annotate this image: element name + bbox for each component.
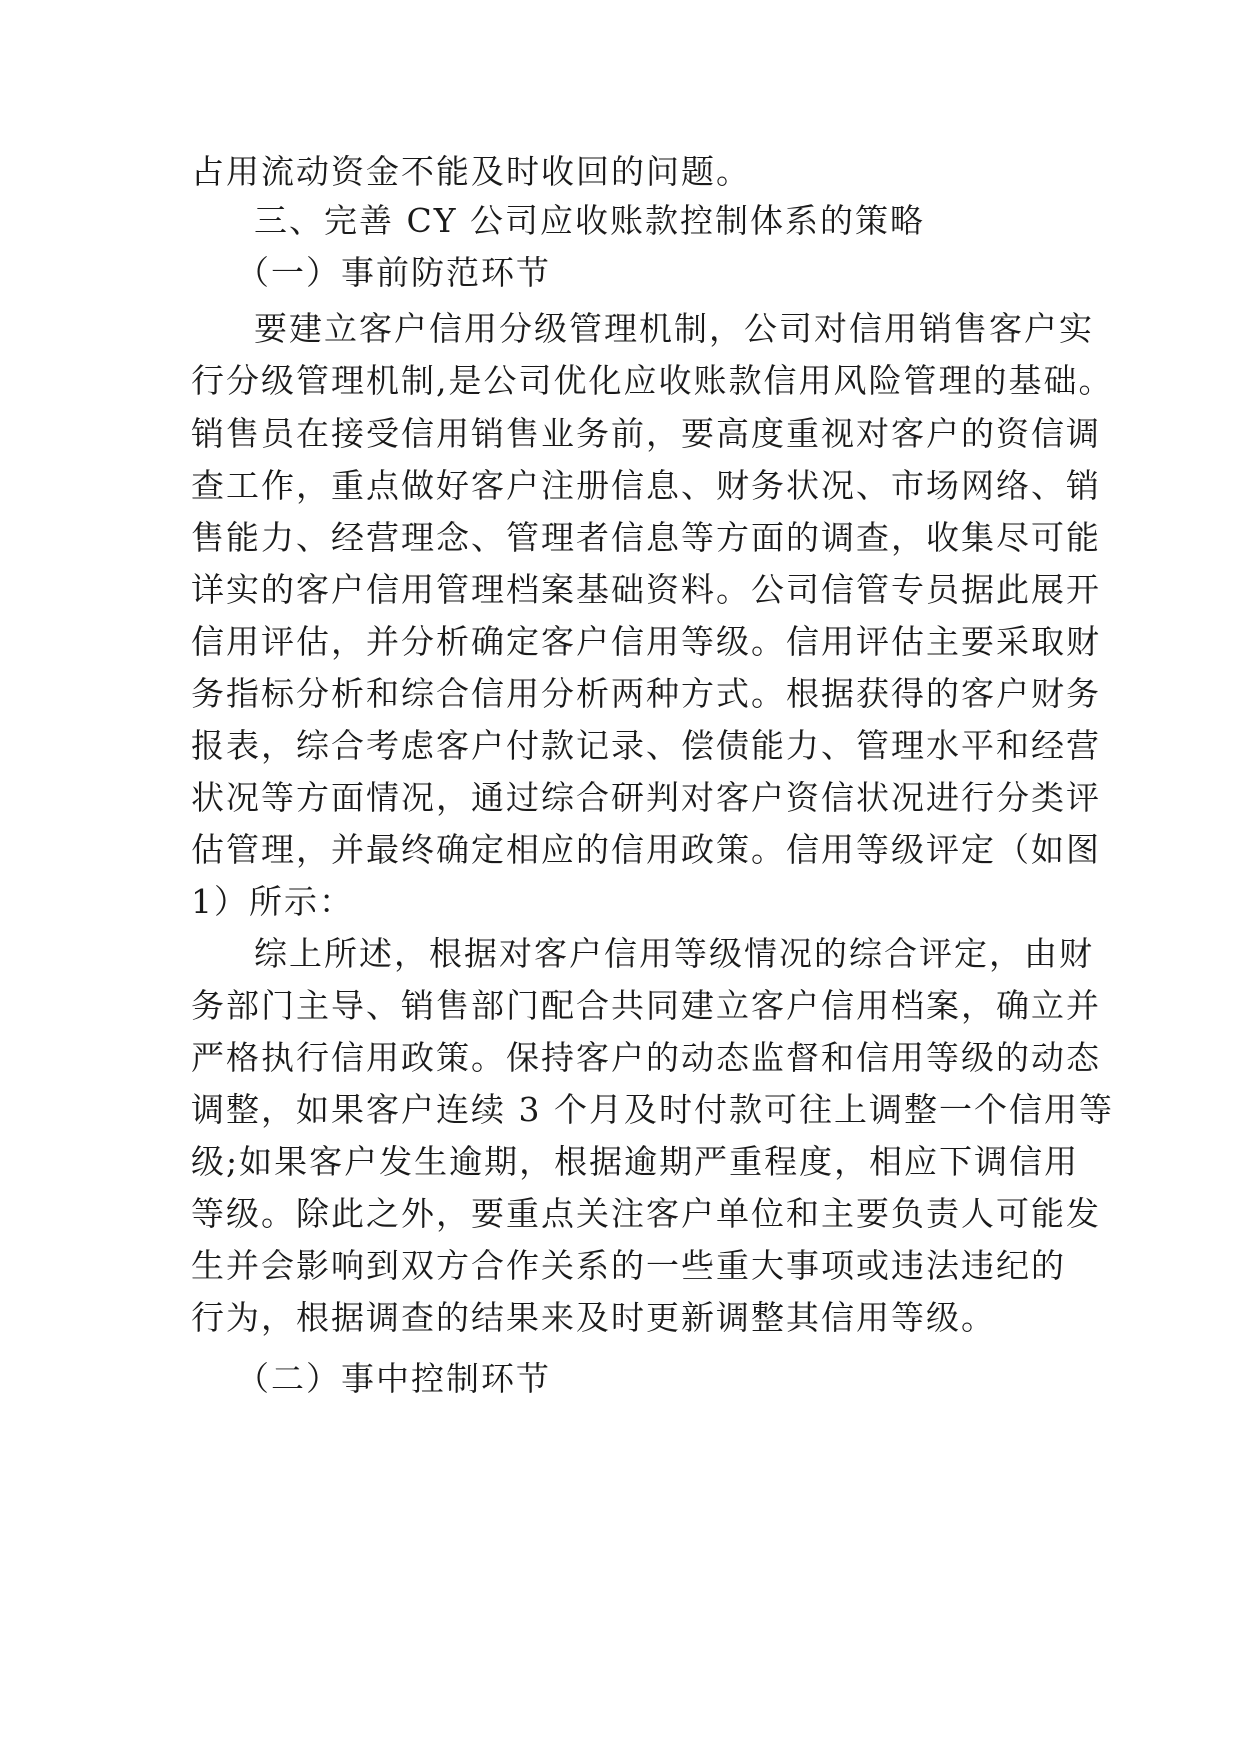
paragraph-line: 估管理，并最终确定相应的信用政策。信用等级评定（如图: [191, 830, 1101, 869]
paragraph-line: 生并会影响到双方合作关系的一些重大事项或违法违纪的: [191, 1246, 1066, 1285]
subsection-heading: （二）事中控制环节: [236, 1359, 551, 1398]
paragraph-line: 务指标分析和综合信用分析两种方式。根据获得的客户财务: [191, 674, 1101, 713]
paragraph-line: 详实的客户信用管理档案基础资料。公司信管专员据此展开: [191, 570, 1101, 609]
paragraph-line: 1）所示：: [191, 882, 354, 921]
paragraph-line: 状况等方面情况，通过综合研判对客户资信状况进行分类评: [191, 778, 1101, 817]
paragraph-line: 级;如果客户发生逾期，根据逾期严重程度，相应下调信用: [191, 1142, 1080, 1181]
paragraph-line: 综上所述，根据对客户信用等级情况的综合评定，由财: [254, 934, 1094, 973]
paragraph-line: 行分级管理机制,是公司优化应收账款信用风险管理的基础。: [191, 361, 1114, 400]
paragraph-line: 报表，综合考虑客户付款记录、偿债能力、管理水平和经营: [191, 726, 1101, 765]
paragraph-line: 信用评估，并分析确定客户信用等级。信用评估主要采取财: [191, 622, 1101, 661]
section-heading: 三、完善 CY 公司应收账款控制体系的策略: [254, 201, 926, 240]
paragraph-line: 行为，根据调查的结果来及时更新调整其信用等级。: [191, 1298, 996, 1337]
paragraph-line: 务部门主导、销售部门配合共同建立客户信用档案，确立并: [191, 986, 1101, 1025]
paragraph-line: 售能力、经营理念、管理者信息等方面的调查，收集尽可能: [191, 518, 1101, 557]
paragraph-line: 要建立客户信用分级管理机制，公司对信用销售客户实: [254, 309, 1094, 348]
paragraph-line: 严格执行信用政策。保持客户的动态监督和信用等级的动态: [191, 1038, 1101, 1077]
paragraph-line: 调整，如果客户连续 3 个月及时付款可往上调整一个信用等: [191, 1090, 1114, 1129]
paragraph-line: 等级。除此之外，要重点关注客户单位和主要负责人可能发: [191, 1194, 1101, 1233]
paragraph-line: 占用流动资金不能及时收回的问题。: [191, 152, 751, 191]
paragraph-line: 查工作，重点做好客户注册信息、财务状况、市场网络、销: [191, 466, 1101, 505]
paragraph-line: 销售员在接受信用销售业务前，要高度重视对客户的资信调: [191, 414, 1101, 453]
subsection-heading: （一）事前防范环节: [236, 253, 551, 292]
